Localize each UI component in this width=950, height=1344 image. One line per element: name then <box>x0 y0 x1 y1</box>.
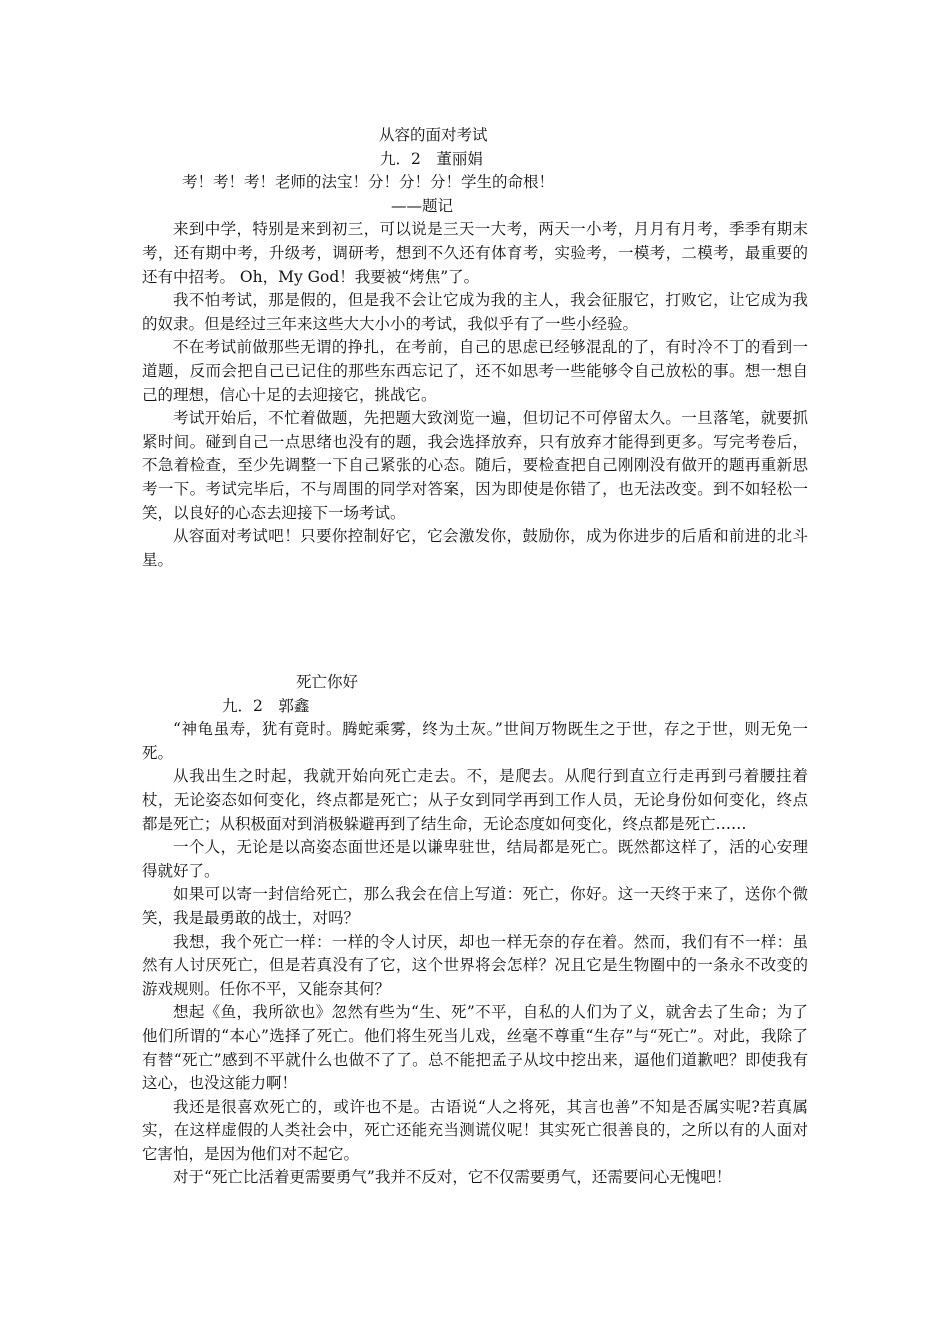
paragraph: 如果可以寄一封信给死亡，那么我会在信上写道：死亡，你好。这一天终于来了，送你个微笑，我是最勇敢的战士，对吗？ <box>142 885 808 927</box>
paragraph: “神龟虽寿，犹有竟时。腾蛇乘雾，终为土灰。”世间万物既生之于世，存之于世，则无免一死。 <box>142 720 808 762</box>
paragraph: 想起《鱼，我所欲也》忽然有些为“生、死”不平，自私的人们为了义，就舍去了生命；为了他们所谓的“本心”选择了死亡。他们将生死当儿戏，丝毫不尊重“生存”与“死亡”。对此，我除了有替“死亡”感到不平就什么也做不了了。总不能把孟子从坟中挖出来，逼他们道歉吧？即使我有这心，也没这能力啊！ <box>142 1003 808 1093</box>
essay-title: 死亡你好 <box>296 673 359 691</box>
paragraph: 我想，我个死亡一样：一样的令人讨厌，却也一样无奈的存在着。然而，我们有不一样：虽然有人讨厌死亡，但是若真没有了它，这个世界将会怎样？况且它是生物圈中的一条永不改变的游戏规则。任你不平，又能奈其何？ <box>142 932 808 998</box>
paragraph: 来到中学，特别是来到初三，可以说是三天一大考，两天一小考，月月有月考，季季有期末考，还有期中考，升级考，调研考，想到不久还有体育考，实验考，一模考，二模考，最重要的还有中招考。 Oh，My God！我要被“烤焦”了。 <box>142 220 808 286</box>
paragraph: 不在考试前做那些无谓的挣扎，在考前，自己的思虑已经够混乱的了，有时冷不丁的看到一道题，反而会把自己已记住的那些东西忘记了，还不如思考一些能够令自己放松的事。想一想自己的理想，信心十足的去迎接它，挑战它。 <box>142 338 808 404</box>
paragraph: 从我出生之时起，我就开始向死亡走去。不，是爬去。从爬行到直立行走再到弓着腰拄着杖，无论姿态如何变化，终点都是死亡；从子女到同学再到工作人员，无论身份如何变化，终点都是死亡；从积极面对到消极躲避再到了结生命，无论态度如何变化，终点都是死亡…… <box>142 767 808 833</box>
essay-byline: 九．2 董丽娟 <box>380 149 483 168</box>
paragraph: 一个人，无论是以高姿态面世还是以谦卑驻世，结局都是死亡。既然都这样了，活的心安理得就好了。 <box>142 838 808 880</box>
paragraph: 我还是很喜欢死亡的，或许也不是。古语说“人之将死，其言也善”不知是否属实呢?若真属实，在这样虚假的人类社会中，死亡还能充当测谎仪呢！其实死亡很善良的，之所以有的人面对它害怕，是因为他们对不起它。 <box>142 1097 808 1163</box>
essay-death <box>142 671 808 1190</box>
essay-byline: 九．2 郭鑫 <box>222 696 310 715</box>
paragraph: 从容面对考试吧！只要你控制好它，它会激发你，鼓励你，成为你进步的后盾和前进的北斗星。 <box>142 527 808 569</box>
paragraph: 考试开始后，不忙着做题，先把题大致浏览一遍，但切记不可停留太久。一旦落笔，就要抓紧时间。碰到自己一点思绪也没有的题，我会选择放弃，只有放弃才能得到更多。写完考卷后，不急着检查，至少先调整一下自己紧张的心态。随后，要检查把自己刚刚没有做开的题再重新思考一下。考试完毕后，不与周围的同学对答案，因为即使是你错了，也无法改变。到不如轻松一笑，以良好的心态去迎接下一场考试。 <box>142 409 808 522</box>
essay-title: 从容的面对考试 <box>379 126 488 144</box>
paragraph: 我不怕考试，那是假的，但是我不会让它成为我的主人，我会征服它，打败它，让它成为我的奴隶。但是经过三年来这些大大小小的考试，我似乎有了一些小经验。 <box>142 291 808 333</box>
paragraph: 对于“死亡比活着更需要勇气”我并不反对，它不仅需要勇气，还需要问心无愧吧！ <box>173 1168 732 1187</box>
essay-exam <box>142 124 808 572</box>
essay-motto: 考！考！考！老师的法宝！分！分！分！学生的命根！ <box>182 173 555 192</box>
motto-signature: ——题记 <box>391 196 454 215</box>
